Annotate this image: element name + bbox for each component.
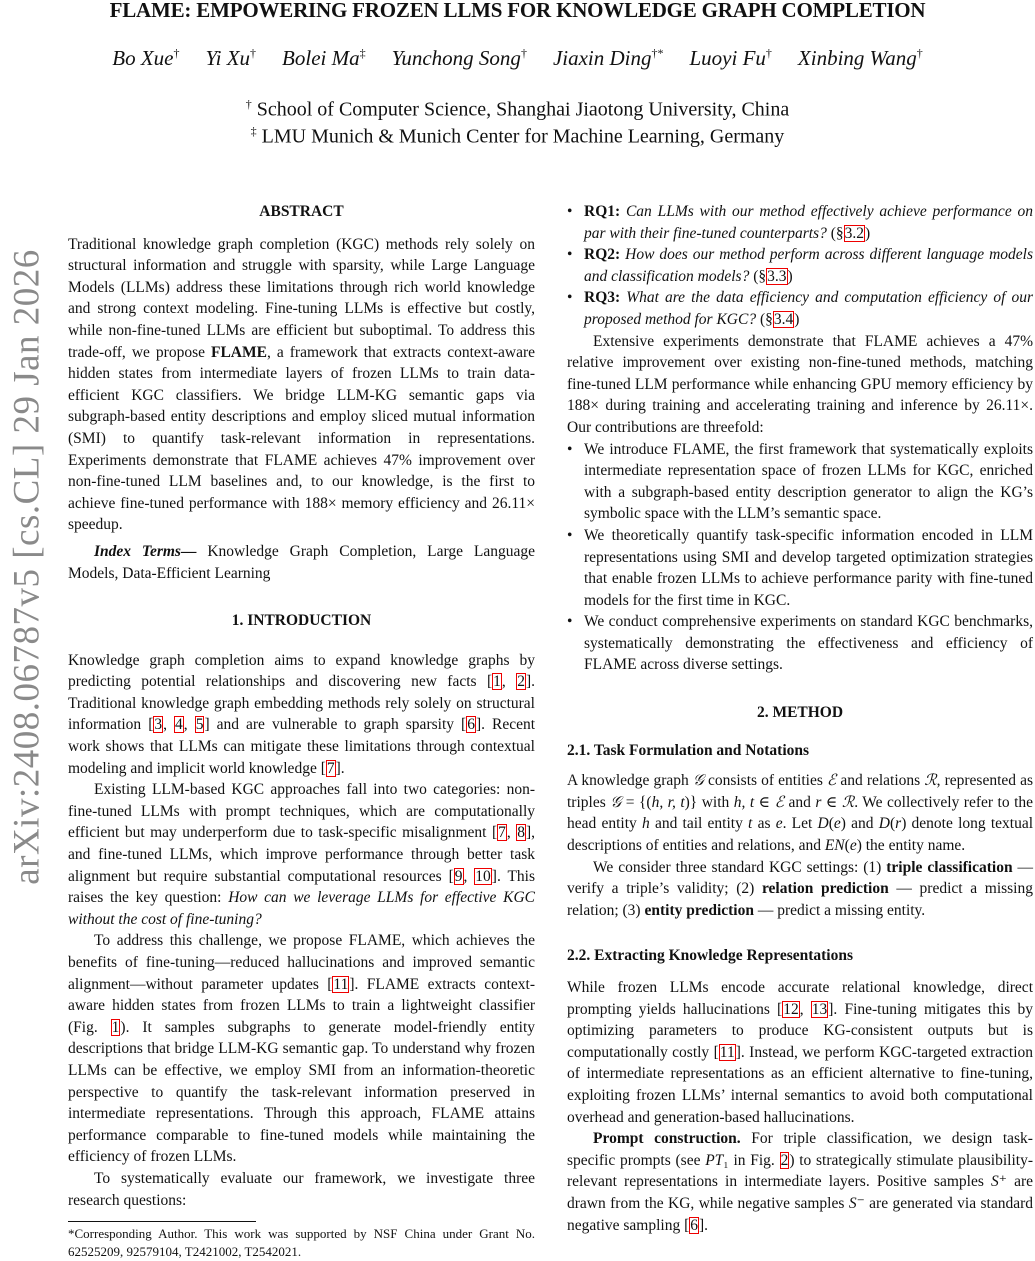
- text-run: To systematically evaluate our framework, we investigate three research questions:: [68, 1169, 535, 1209]
- citation-link[interactable]: 7: [326, 759, 335, 777]
- bold-text: relation prediction: [761, 880, 889, 898]
- text-run: ₁ in Fig.: [723, 1151, 780, 1169]
- text-run: ] and are vulnerable to graph sparsity [: [204, 716, 467, 734]
- italic-text: S: [848, 1194, 857, 1212]
- text-run: , represented as triples: [567, 772, 1033, 811]
- text-run: ) denote long textual descriptions of entities and relations, and: [567, 815, 1034, 855]
- text-run: (§: [756, 310, 773, 328]
- text-run: ]. Fine-tuning mitigates this by optimizing parameters to produce KG-consistent outputs but is computationally costly [: [567, 1000, 1033, 1061]
- text-run: ]. Traditional knowledge graph embedding methods rely solely on structural information [: [68, 673, 535, 734]
- section-2-2-heading: 2.2. Extracting Knowledge Representations: [567, 947, 854, 965]
- author-name: Yunchong Song: [391, 46, 521, 70]
- citation-link[interactable]: 3.4: [773, 310, 794, 328]
- text-run: ]. Recent work shows that LLMs can mitigate these limitations through contextual modeling and implicit world knowledge [: [68, 716, 536, 777]
- italic-text: ℰ: [826, 772, 837, 790]
- author-name: Bo Xue: [112, 46, 174, 70]
- citation-link[interactable]: 4: [175, 716, 183, 734]
- text-run: and relations: [836, 772, 925, 790]
- text-run: and: [784, 793, 816, 811]
- citation-link[interactable]: 2: [780, 1151, 789, 1169]
- paragraph: [68, 930, 535, 1168]
- left-column: [68, 201, 535, 1261]
- list-item: [567, 611, 1033, 676]
- text-run: ): [865, 224, 871, 242]
- italic-text: r: [895, 815, 902, 833]
- italic-text: S: [991, 1173, 999, 1191]
- text-run: ): [794, 310, 800, 328]
- text-run: We conduct comprehensive experiments on standard KGC benchmarks, systematically demonstrating the effectiveness and efficiency of FLAME across diverse settings.: [584, 613, 1033, 674]
- author-mark: †: [520, 46, 527, 60]
- affiliation-text: School of Computer Science, Shanghai Jiaotong University, China: [256, 98, 790, 121]
- text-run: Traditional knowledge graph completion (KGC) methods rely solely on structural information and struggle with sparsity, while Large Language Models (LLMs) address these limitations through rich world knowledge and strong context modeling. Fine-tuning LLMs is effective but costly, while non-fine-tuned LLMs are efficient but suboptimal. To address this trade-off, we propose: [68, 235, 535, 361]
- italic-text: EN: [824, 837, 845, 855]
- italic-text: D: [878, 815, 890, 833]
- italic-text: 𝒢: [610, 793, 622, 811]
- author-name: Luoyi Fu: [689, 46, 766, 70]
- italic-text: h, t: [733, 793, 755, 811]
- text-run: A knowledge graph: [567, 772, 693, 790]
- paragraph: [68, 650, 535, 780]
- author-name: Jiaxin Ding: [552, 46, 652, 70]
- right-column: [567, 201, 1033, 1236]
- citation-link[interactable]: 2: [517, 673, 525, 691]
- footnote-area: [68, 1211, 535, 1261]
- research-questions: [567, 201, 1033, 676]
- text-run: ,: [501, 673, 517, 691]
- method-section: [567, 702, 1033, 921]
- text-run: , a framework that extracts context-aware hidden states from intermediate layers of frozen LLMs to train data-efficient KGC classifiers. We bridge LLM-KG semantic gaps via subgraph-based entity descriptions and employ sliced mutual information (SMI) to quantify task-relevant information in representations. Experiments demonstrate that FLAME achieves 47% improvement over non-fine-tuned LLM baselines and, to our knowledge, is the first to achieve fine-tuned performance with 188× memory efficiency and 26.11× speedup.: [68, 343, 535, 534]
- italic-text: Can LLMs with our method effectively achieve performance on par with their fine-tuned counterparts?: [584, 203, 1033, 242]
- author-name: Xinbing Wang: [797, 46, 917, 70]
- author-mark: †: [173, 46, 180, 60]
- section-2-1-heading: 2.1. Task Formulation and Notations: [567, 741, 810, 759]
- citation-link[interactable]: 3.3: [767, 267, 787, 285]
- citation-link[interactable]: 10: [475, 867, 491, 885]
- paragraph: [567, 1128, 1033, 1236]
- author: [392, 46, 527, 70]
- author: [282, 46, 366, 70]
- rq-list: [567, 201, 1033, 331]
- method-heading: 2. METHOD: [756, 704, 844, 722]
- text-run: ].: [335, 759, 345, 777]
- text-run: as: [752, 815, 776, 833]
- paragraph: [68, 1168, 535, 1211]
- text-run: ], and fine-tuned LLMs, which improve performance through better task alignment but require substantial computational resources [: [68, 824, 535, 885]
- text-run: Existing LLM-based KGC approaches fall into two categories: non-fine-tuned LLMs with prompt techniques, which are computationally efficient but may underperform due to task-specific misalignment [: [68, 781, 535, 842]
- citation-link[interactable]: 12: [783, 1000, 799, 1018]
- paragraph: [68, 234, 535, 536]
- bold-text: RQ2:: [584, 246, 626, 264]
- bold-text: RQ1:: [584, 203, 626, 220]
- abstract-body: [68, 234, 535, 536]
- italic-text: How can we leverage LLMs for effective KGC without the cost of fine-tuning?: [68, 889, 535, 928]
- text-run: (§: [749, 267, 767, 285]
- text-run: For triple classification, we design task-specific prompts (see: [567, 1130, 1033, 1169]
- italic-text: h, r, t: [651, 793, 685, 811]
- citation-link[interactable]: 9: [454, 867, 463, 885]
- list-item: [567, 201, 1033, 244]
- text-run: ⁻ are generated via standard negative sampling [: [567, 1194, 1033, 1234]
- text-run: We theoretically quantify task-specific information encoded in LLM representations using SMI and develop targeted optimization strategies that enable frozen LLMs to achieve performance parity with fine-tuned models for the first time in KGC.: [584, 526, 1033, 609]
- bold-text: Prompt construction.: [593, 1130, 741, 1148]
- text-run: (: [844, 837, 850, 855]
- text-run: (§: [826, 224, 844, 242]
- text-run: ].: [699, 1216, 709, 1234]
- author: [553, 46, 664, 70]
- citation-link[interactable]: 1: [111, 1018, 120, 1036]
- italic-text: ℰ: [774, 793, 785, 811]
- paragraph: [567, 857, 1033, 922]
- text-run: — verify a triple’s validity; (2): [567, 858, 1033, 898]
- index-terms: [68, 541, 535, 584]
- bold-text: entity prediction: [644, 901, 754, 919]
- affiliation-text: LMU Munich & Munich Center for Machine Learning, Germany: [261, 125, 785, 148]
- introduction-body: [68, 650, 535, 1211]
- text-run: . We collectively refer to the head entity: [567, 793, 1033, 833]
- text-run: — predict a missing relation; (3): [567, 880, 1033, 919]
- text-run: ) to strategically stimulate plausibility-relevant representations in intermediate layers. Positive samples: [567, 1151, 1033, 1191]
- citation-link[interactable]: 8: [517, 824, 525, 842]
- paragraph: [567, 977, 1033, 1128]
- text-run: ⁺ are drawn from the KG, while negative samples: [567, 1173, 1033, 1212]
- citation-link[interactable]: 11: [333, 975, 349, 993]
- italic-text: h: [641, 815, 650, 833]
- text-run: = {(: [621, 793, 652, 811]
- text-run: (: [828, 815, 834, 833]
- text-run: While frozen LLMs encode accurate relational knowledge, direct prompting yields hallucinations [: [567, 979, 1033, 1018]
- text-run: ]. FLAME extracts context-aware hidden states from frozen LLMs to train a lightweight classifier (Fig.: [68, 975, 535, 1036]
- author: [798, 46, 923, 70]
- text-run: ∈: [821, 793, 842, 811]
- affiliation-1: [0, 97, 1035, 122]
- contribution-list: [567, 439, 1033, 677]
- abstract-heading: ABSTRACT: [259, 203, 344, 220]
- text-run: ,: [799, 1000, 811, 1018]
- list-item: [567, 525, 1033, 611]
- affiliation-mark: †: [245, 97, 252, 111]
- text-run: ,: [463, 867, 475, 885]
- text-run: To address this challenge, we propose FLAME, which achieves the benefits of fine-tuning—reduced hallucinations and improved semantic alignment—without parameter updates [: [68, 932, 535, 993]
- bold-text: FLAME: [211, 343, 267, 361]
- italic-text: D: [817, 815, 829, 833]
- text-run: . Let: [782, 815, 818, 833]
- index-terms-label: Index Terms—: [94, 542, 208, 560]
- text-run: ,: [506, 824, 517, 842]
- text-run: )} with: [684, 793, 734, 811]
- text-run: ∈: [754, 793, 775, 811]
- italic-text: r: [815, 793, 822, 811]
- italic-text: e: [775, 815, 783, 833]
- section-2-2-body: [567, 977, 1033, 1236]
- author: [206, 46, 257, 70]
- paragraph: [567, 770, 1033, 856]
- citation-link[interactable]: 6: [690, 1216, 698, 1234]
- arxiv-identifier: arXiv:2408.06787v5 [cs.CL] 29 Jan 2026: [6, 249, 48, 885]
- footnote: *Corresponding Author. This work was supported by NSF China under Grant No. 62525209, 92579104, T2421002, T2542021.: [68, 1226, 535, 1260]
- affiliation-mark: ‡: [250, 124, 257, 138]
- citation-link[interactable]: 13: [811, 1000, 828, 1018]
- section-2-2: [567, 945, 1033, 1236]
- citation-link[interactable]: 6: [467, 716, 475, 734]
- citation-link[interactable]: 3: [154, 716, 163, 734]
- author-mark: †: [916, 46, 923, 60]
- bold-text: RQ3:: [584, 289, 627, 307]
- citation-link[interactable]: 3.2: [844, 224, 864, 242]
- italic-text: ℛ: [841, 793, 855, 811]
- text-run: consists of entities: [703, 772, 827, 790]
- list-item: [567, 439, 1033, 525]
- paragraph: [567, 331, 1033, 439]
- italic-text: ℛ: [924, 772, 937, 790]
- italic-text: PT: [705, 1151, 724, 1169]
- author-name: Yi Xu: [205, 46, 251, 70]
- italic-text: t: [748, 815, 753, 833]
- footnote-divider: [68, 1221, 256, 1222]
- citation-link[interactable]: 11: [719, 1043, 735, 1061]
- section-2-1-body: [567, 770, 1033, 921]
- text-run: We consider three standard KGC settings: (1): [593, 858, 887, 876]
- text-run: We introduce FLAME, the first framework that systematically exploits intermediate representation space of frozen LLMs for KGC, enriched with a subgraph-based entity description generator to align the KG’s symbolic space with the LLM’s semantic space.: [584, 440, 1033, 523]
- text-run: ) the entity name.: [856, 837, 966, 855]
- text-run: Extensive experiments demonstrate that FLAME achieves a 47% relative improvement over existing non-fine-tuned methods, matching fine-tuned LLM performance while enhancing GPU memory efficiency by 188× during training and accelerating training and inference by 26.11×. Our contributions are threefold:: [567, 332, 1033, 436]
- results-paragraph: [567, 331, 1033, 439]
- italic-text: What are the data efficiency and computation efficiency of our proposed method for KGC?: [584, 289, 1033, 328]
- paragraph: [68, 541, 535, 584]
- author-name: Bolei Ma: [282, 46, 360, 70]
- italic-text: 𝒢: [692, 772, 704, 790]
- affiliation-2: [0, 124, 1035, 149]
- text-run: ) and: [840, 815, 879, 833]
- author-list: [0, 46, 1035, 71]
- text-run: and tail entity: [649, 815, 749, 833]
- introduction-heading: 1. INTRODUCTION: [231, 612, 372, 630]
- introduction-section: [68, 610, 535, 1211]
- text-run: Knowledge Graph Completion, Large Language Models, Data-Efficient Learning: [68, 542, 535, 582]
- author-mark: †*: [651, 46, 664, 60]
- text-run: ,: [183, 716, 195, 734]
- paper-title: FLAME: EMPOWERING FROZEN LLMS FOR KNOWLEDGE GRAPH COMPLETION: [109, 0, 926, 22]
- italic-text: e: [833, 815, 841, 833]
- author-mark: ‡: [359, 46, 366, 60]
- text-run: ). It samples subgraphs to generate model-friendly entity descriptions that bridge LLM-KG semantic gap. To understand why frozen LLMs can be effective, we employ SMI from an information-theoretic perspective to quantify the task-relevant information preserved in intermediate representations. Through this approach, FLAME attains performance comparable to fine-tuned models while maintaining the efficiency of frozen LLMs.: [68, 1018, 536, 1166]
- italic-text: How does our method perform across different language models and classification models?: [584, 246, 1033, 285]
- text-run: ): [787, 267, 793, 285]
- author: [690, 46, 772, 70]
- text-run: (: [889, 815, 896, 833]
- text-run: ]. This raises the key question:: [68, 867, 535, 907]
- citation-link[interactable]: 7: [498, 824, 506, 842]
- citation-link[interactable]: 5: [195, 716, 204, 734]
- text-run: ,: [163, 716, 175, 734]
- author-mark: †: [250, 46, 257, 60]
- citation-link[interactable]: 1: [493, 673, 501, 691]
- abstract-section: [68, 201, 535, 536]
- italic-text: e: [849, 837, 857, 855]
- bold-text: triple classification: [886, 858, 1013, 876]
- text-run: Knowledge graph completion aims to expand knowledge graphs by predicting potential relationships and discovering new facts [: [68, 651, 535, 691]
- text-run: — predict a missing entity.: [753, 901, 926, 919]
- author-mark: †: [765, 46, 772, 60]
- list-item: [567, 244, 1033, 287]
- text-run: ]. Instead, we perform KGC-targeted extraction of intermediate representations as an efficient alternative to fine-tuning, exploiting frozen LLMs’ internal semantics to avoid both computational overhead and generation-based hallucinations.: [567, 1043, 1034, 1126]
- paragraph: [68, 779, 535, 930]
- author: [112, 46, 179, 70]
- list-item: [567, 287, 1033, 330]
